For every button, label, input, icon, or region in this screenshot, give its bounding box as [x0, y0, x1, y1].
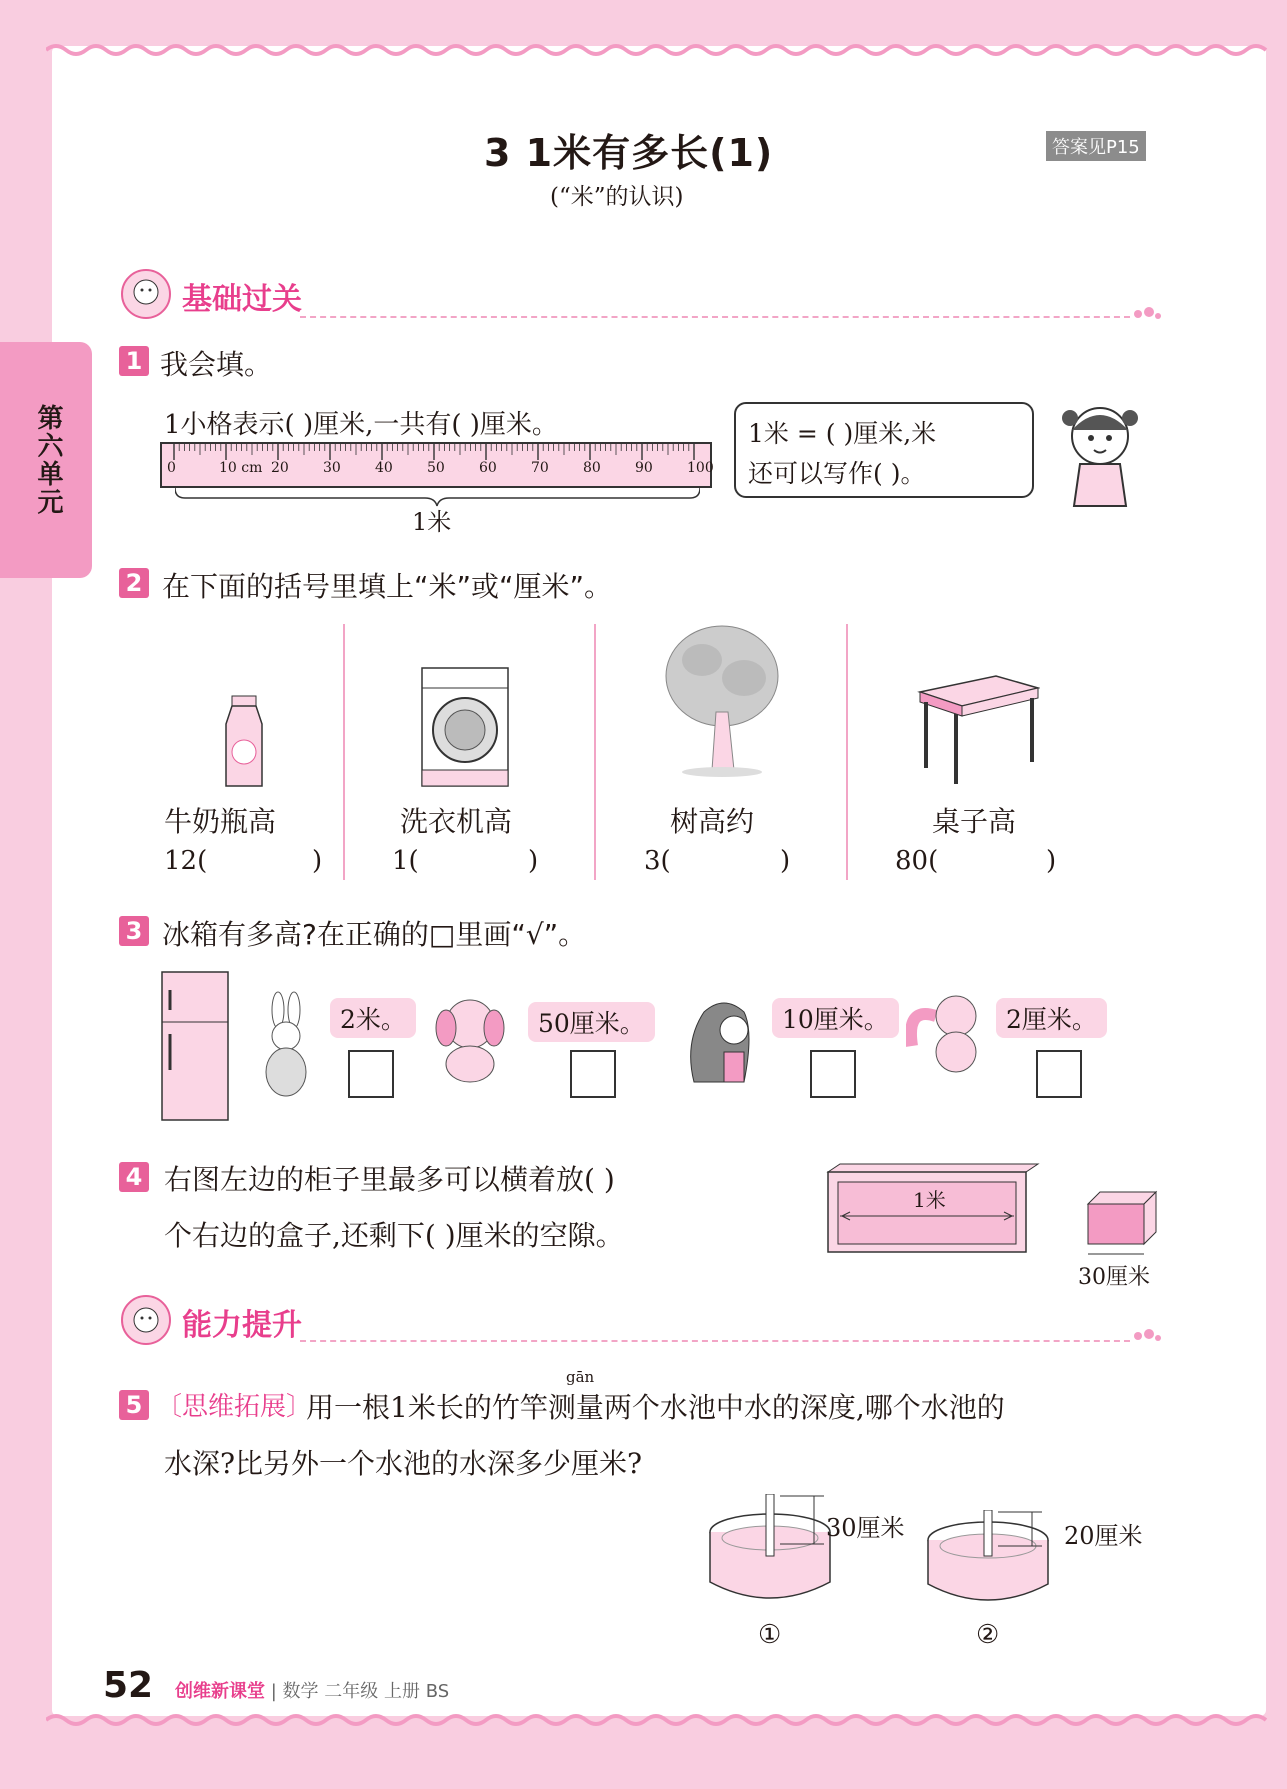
question-number: 4: [119, 1162, 149, 1192]
pool-two-number: ②: [976, 1620, 1000, 1650]
answer-blank-tree[interactable]: 3(: [644, 846, 671, 876]
hedgehog-illustration: [684, 992, 754, 1092]
answer-reference-badge: 答案见P15: [1046, 131, 1146, 161]
q4-line-2: 个右边的盒子,还剩下( )厘米的空隙。: [164, 1219, 624, 1252]
q5-line-2: 水深?比另外一个水池的水深多少厘米?: [164, 1447, 643, 1480]
item-label-desk: 桌子高: [932, 805, 1017, 838]
column-divider: [846, 624, 848, 880]
pool-two-depth-marker: [998, 1510, 1048, 1550]
section-divider: [300, 1340, 1130, 1342]
section-divider: [300, 316, 1130, 318]
ruler-tick-label: 20: [271, 460, 289, 476]
question-prompt: 在下面的括号里填上“米”或“厘米”。: [162, 570, 613, 603]
ruler-tick-label: 90: [635, 460, 653, 476]
dots-decoration-icon: [1132, 304, 1162, 324]
answer-blank-desk[interactable]: 80(: [895, 846, 939, 876]
ruler-tick-label: 10 cm: [219, 460, 263, 476]
option-bubble: 2厘米。: [996, 998, 1107, 1038]
item-label-washer: 洗衣机高: [400, 805, 513, 838]
girl-avatar-icon: [118, 268, 174, 320]
footer-brand: 创维新课堂: [175, 1681, 265, 1702]
option-checkbox[interactable]: [570, 1050, 616, 1098]
section-title-basic: 基础过关: [182, 282, 302, 317]
footer-separator: |: [270, 1681, 277, 1702]
column-divider: [343, 624, 345, 880]
fridge-illustration: [160, 970, 230, 1122]
milk-bottle-illustration: [218, 694, 270, 790]
option-bubble: 50厘米。: [528, 1002, 655, 1042]
box-illustration: [1086, 1190, 1158, 1260]
answer-blank-washer-close: ): [528, 846, 539, 876]
desk-illustration: [916, 672, 1040, 790]
footer-book-info: 数学 二年级 上册 BS: [282, 1681, 450, 1702]
option-bubble: 2米。: [330, 998, 416, 1038]
answer-blank-milk-close: ): [312, 846, 323, 876]
pool-two-depth-label: 20厘米: [1064, 1522, 1143, 1550]
girl-character-illustration: [1050, 398, 1150, 508]
answer-blank-desk-close: ): [1046, 846, 1057, 876]
item-label-tree: 树高约: [670, 805, 755, 838]
question-number: 1: [119, 346, 149, 376]
pool-one-number: ①: [758, 1620, 782, 1650]
option-checkbox[interactable]: [1036, 1050, 1082, 1098]
rabbit-illustration: [256, 990, 316, 1100]
footer-info: [175, 1677, 449, 1703]
ruler-tick-label: 60: [479, 460, 497, 476]
washing-machine-illustration: [420, 666, 510, 790]
question-number: 3: [119, 916, 149, 946]
question-number: 2: [119, 568, 149, 598]
q5-line-1: 用一根1米长的竹竿测量两个水池中水的深度,哪个水池的: [306, 1391, 1005, 1424]
q1-speech-bubble: [734, 402, 1034, 498]
page-number: 52: [103, 1665, 154, 1706]
boy-avatar-icon: [118, 1294, 174, 1346]
tree-illustration: [662, 620, 782, 778]
ruler-tick-label: 30: [323, 460, 341, 476]
answer-blank-milk[interactable]: 12(: [164, 846, 208, 876]
bubble-line-1: 1米 = ( )厘米,米: [748, 419, 937, 448]
pool-one-depth-label: 30厘米: [826, 1514, 905, 1542]
box-width-label: 30厘米: [1078, 1265, 1150, 1290]
option-checkbox[interactable]: [348, 1050, 394, 1098]
question-prompt: 冰箱有多高?在正确的□里画“√”。: [162, 918, 587, 951]
pool-one-depth-marker: [780, 1494, 830, 1550]
item-label-milk: 牛奶瓶高: [164, 805, 277, 838]
cabinet-width-label: 1米: [913, 1184, 946, 1213]
answer-blank-tree-close: ): [780, 846, 791, 876]
question-number: 5: [119, 1390, 149, 1420]
column-divider: [594, 624, 596, 880]
bubble-line-2: 还可以写作( )。: [748, 459, 926, 488]
dots-decoration-icon: [1132, 1326, 1162, 1346]
option-checkbox[interactable]: [810, 1050, 856, 1098]
ruler-tick-label: 0: [167, 460, 176, 476]
ruler-tick-label: 40: [375, 460, 393, 476]
ruler-meter-label: 1米: [412, 508, 452, 536]
ruler-tick-labels: [160, 460, 714, 484]
page-subtitle: (“米”的认识): [550, 184, 684, 210]
ruler-tick-label: 50: [427, 460, 445, 476]
q5-tag: 〔思维拓展〕: [156, 1392, 313, 1422]
unit-side-tab: [0, 342, 92, 578]
ruler-tick-label: 100: [687, 460, 714, 476]
page-title: 3 1米有多长(1): [484, 131, 774, 175]
q1-fill-line: 1小格表示( )厘米,一共有( )厘米。: [164, 410, 558, 440]
question-prompt: 我会填。: [160, 348, 273, 381]
q5-pinyin: gān: [566, 1368, 595, 1386]
puppy-illustration: [426, 994, 510, 1084]
option-bubble: 10厘米。: [772, 998, 899, 1038]
q4-line-1: 右图左边的柜子里最多可以横着放( ): [164, 1163, 615, 1196]
answer-blank-washer[interactable]: 1(: [392, 846, 419, 876]
ruler-tick-label: 80: [583, 460, 601, 476]
section-title-advanced: 能力提升: [182, 1308, 302, 1343]
ruler-tick-label: 70: [531, 460, 549, 476]
squirrel-illustration: [906, 986, 990, 1076]
unit-side-tab-label: 第六单元: [33, 404, 63, 516]
